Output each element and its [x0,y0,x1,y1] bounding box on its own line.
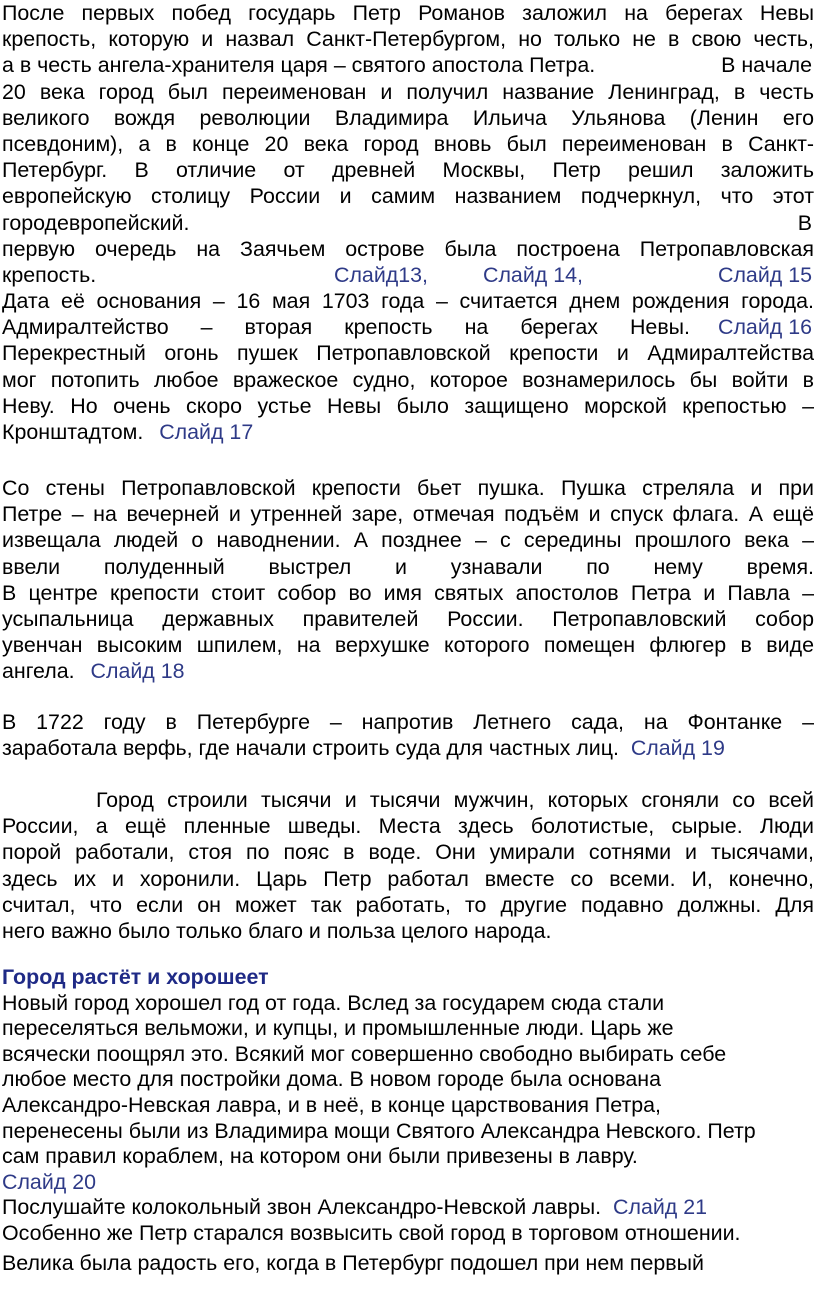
text-line [2,210,814,236]
text-segment: Адмиралтейство – вторая крепость на берегах Невы. [2,315,690,340]
text-segment: Кронштадтом. [2,420,144,444]
text-line: Город строили тысячи и тысячи мужчин, которых сгоняли со всей [96,788,814,812]
text-line: любое место для постройки дома. В новом городе была основана [2,1067,661,1092]
text-segment: Послушайте колокольный звон Александро-Невской лавры. [2,1195,602,1220]
text-line [2,314,814,340]
text-line [2,1195,814,1221]
text-line: здесь их и хоронили. Царь Петр работал вместе со всеми. И, конечно, [2,866,814,891]
text-line: всячески поощрял это. Всякий мог совершенно свободно выбирать себе [2,1041,727,1066]
section-heading: Город растёт и хорошеет [2,965,269,989]
text-line: Александро-Невская лавра, и в неё, в конце царствования Петра, [2,1092,661,1117]
text-line: После первых побед государь Петр Романов заложил на берегах Невы [2,1,814,25]
paragraph-cannon [2,475,814,685]
text-line: мог потопить любое вражеское судно, которое вознамерилось бы войти в [2,367,814,392]
text-line: Особенно же Петр старался возвысить свой город в торговом отношении. [2,1220,741,1245]
text-line: перенесены были из Владимира мощи Святого Александра Невского. Петр [2,1118,756,1143]
paragraph-founding [2,0,814,445]
text-line [2,419,814,445]
slide-link-13[interactable]: Слайд13, [334,262,428,287]
slide-link-17[interactable]: Слайд 17 [159,420,254,444]
slide-link-19[interactable]: Слайд 19 [630,736,725,761]
slide-link-18[interactable]: Слайд 18 [90,659,185,684]
text-segment: а в честь ангела-хранителя царя – святого апостола Петра. [2,53,596,78]
text-line: Со стены Петропавловской крепости бьет пушка. Пушка стреляла и при [2,476,814,500]
slide-link-16[interactable]: Слайд 16 [718,315,812,340]
text-line [2,52,814,78]
text-line: увенчан высоким шпилем, на верхушке которого помещен флюгер в виде [2,633,814,658]
slide-link-21[interactable]: Слайд 21 [613,1195,708,1220]
slide-link-20[interactable]: Слайд 20 [2,1169,96,1194]
text-line [2,735,814,761]
text-line: Перекрестный огонь пушек Петропавловской крепости и Адмиралтейства [2,341,814,366]
text-line: В 1722 году в Петербурге – напротив Летнего сада, на Фонтанке – [2,710,814,734]
section-city-grows [2,965,814,1276]
text-line: переселяться вельможи, и купцы, и промышленные люди. Царь же [2,1016,674,1041]
text-line: России, а ещё пленные шведы. Места здесь болотистые, сырые. Люди [2,814,814,839]
text-line: Неву. Но очень скоро устье Невы было защищено морской крепостью – [2,393,814,418]
text-line: Велика была радость его, когда в Петербург подошел при нем первый [2,1250,704,1275]
text-line [2,262,814,288]
text-line: извещала людей о наводнении. А позднее – с середины прошлого века – [2,528,814,553]
text-line: В центре крепости стоит собор во имя святых апостолов Петра и Павла – [2,580,814,605]
text-line: европейскую столицу России и самим названием подчеркнул, что этот [2,184,814,209]
paragraph-builders [2,787,814,944]
text-line: крепость, которую и назвал Санкт-Петербургом, но только не в свою честь, [2,27,814,52]
paragraph-shipyard [2,709,814,761]
text-segment: ангела. [2,659,75,684]
slide-link-14[interactable]: Слайд 14, [483,262,583,287]
text-segment: заработала верфь, где начали строить суда для частных лиц. [2,736,619,761]
text-line: порой работали, стоя по пояс в воде. Они умирали сотнями и тысячами, [2,840,814,865]
text-line [2,658,814,684]
text-line: ввели полуденный выстрел и узнавали по нему время. [2,554,814,579]
text-line: Петре – на вечерней и утренней заре, отмечая подъём и спуск флага. А ещё [2,502,814,527]
text-line: Дата её основания – 16 мая 1703 года – считается днем рождения города. [2,289,814,314]
text-line: первую очередь на Заячьем острове была построена Петропавловская [2,236,814,261]
text-line: Петербург. В отличие от древней Москвы, Петр решил заложить [2,158,814,183]
slide-link-15[interactable]: Слайд 15 [718,262,812,287]
text-segment: городевропейский. [2,210,190,235]
text-segment: В [797,210,812,235]
text-line: псевдоним), а в конце 20 века город вновь был переименован в Санкт- [2,131,814,156]
text-line: считал, что если он может так работать, то другие подавно должны. Для [2,892,814,917]
text-segment: В начале [721,53,812,78]
text-line: 20 века город был переименован и получил название Ленинград, в честь [2,79,814,104]
text-line: сам правил кораблем, на котором они были привезены в лавру. [2,1144,638,1169]
text-line: Новый город хорошел год от года. Вслед за государем сюда стали [2,990,665,1015]
text-line: него важно было только благо и польза целого народа. [2,918,552,943]
text-line: великого вождя революции Владимира Ильича Ульянова (Ленин его [2,105,814,130]
text-line: усыпальница державных правителей России. Петропавловский собор [2,606,814,631]
text-segment: крепость. [2,262,97,287]
